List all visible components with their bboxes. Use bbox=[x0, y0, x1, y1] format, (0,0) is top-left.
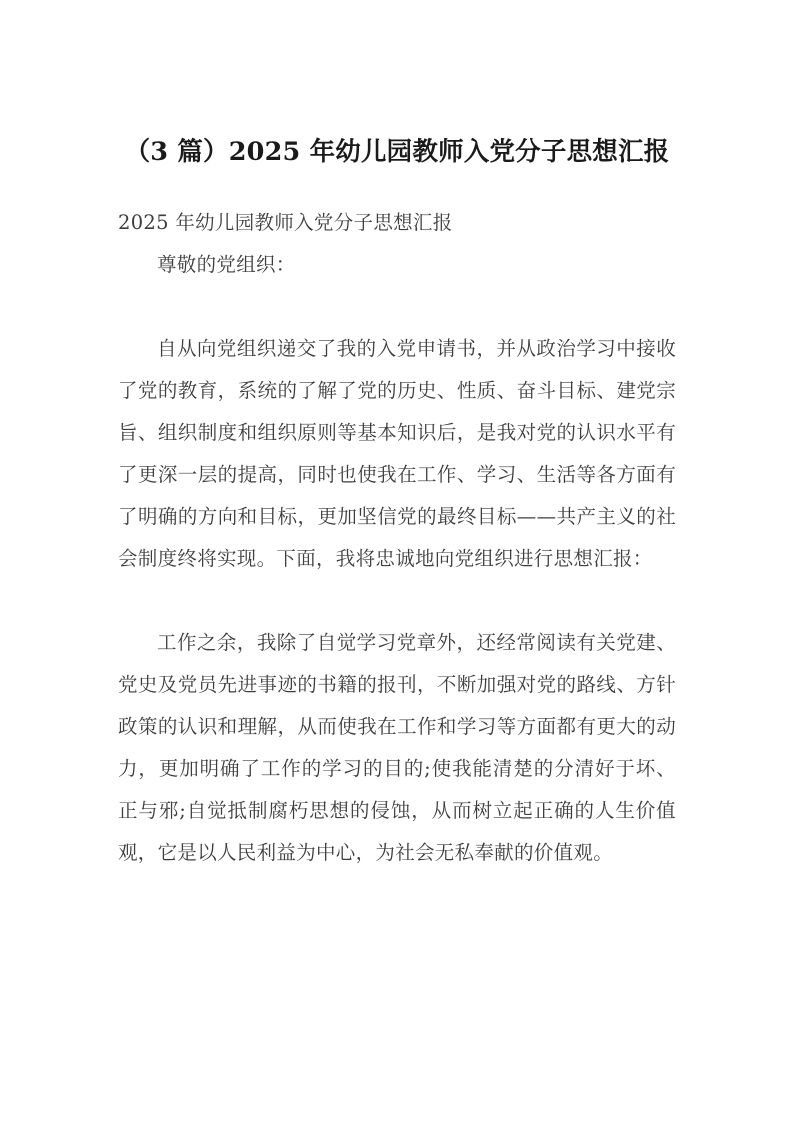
document-content bbox=[118, 0, 676, 874]
body-paragraph-1: 自从向党组织递交了我的入党申请书，并从政治学习中接收了党的教育，系统的了解了党的历史、性质、奋斗目标、建党宗旨、组织制度和组织原则等基本知识后，是我对党的认识水平有了更深一层的提高，同时也使我在工作、学习、生活等各方面有了明确的方向和目标，更加坚信党的最终目标——共产主义的社会制度终将实现。下面，我将忠诚地向党组织进行思想汇报： bbox=[118, 337, 676, 570]
body-paragraph-2: 工作之余，我除了自觉学习党章外，还经常阅读有关党建、党史及党员先进事迹的书籍的报刊，不断加强对党的路线、方针政策的认识和理解，从而使我在工作和学习等方面都有更大的动力，更加明确了工作的学习的目的;使我能清楚的分清好于坏、正与邪;自觉抵制腐朽思想的侵蚀，从而树立起正确的人生价值观，它是以人民利益为中心，为社会无私奉献的价值观。 bbox=[118, 631, 676, 864]
page-title: （3 篇）2025 年幼儿园教师入党分子思想汇报 bbox=[124, 137, 670, 167]
paragraph-spacer bbox=[118, 580, 676, 622]
salutation-line: 尊敬的党组织： bbox=[157, 253, 296, 276]
paragraph-spacer bbox=[118, 286, 676, 328]
document-subtitle: 2025 年幼儿园教师入党分子思想汇报 bbox=[118, 211, 453, 234]
